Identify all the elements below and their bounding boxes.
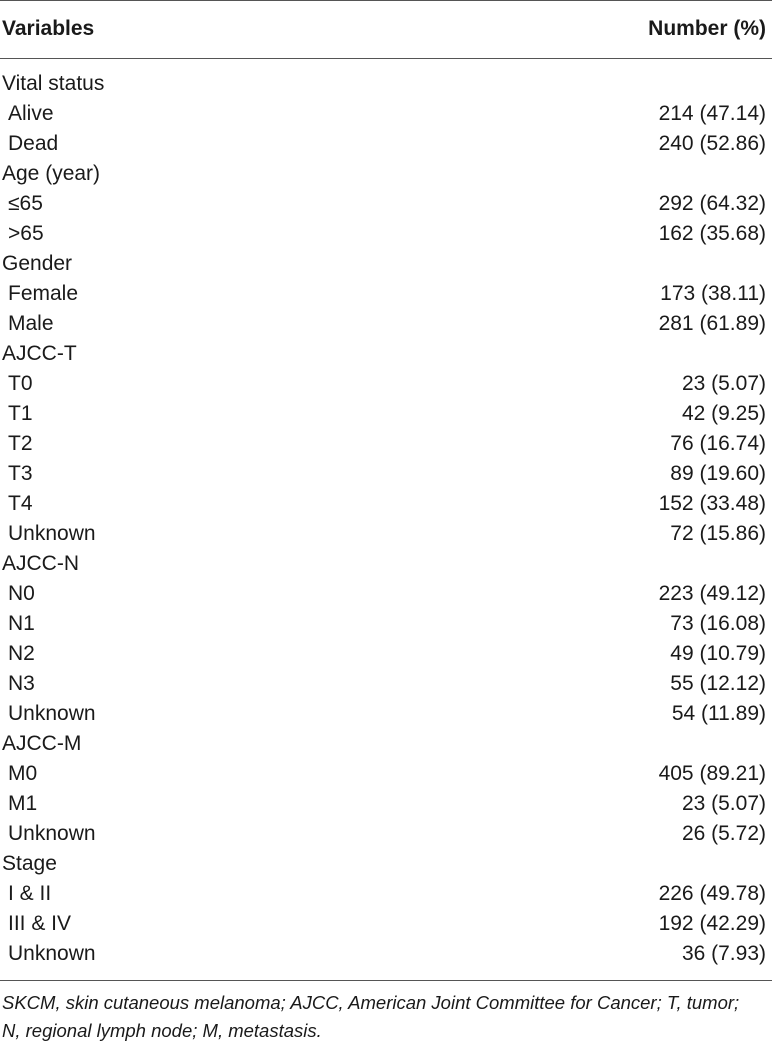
row-value: 214 (47.14) — [658, 102, 766, 125]
row-label: N3 — [8, 672, 35, 695]
table-category-row — [0, 849, 772, 879]
row-label: Unknown — [8, 702, 96, 725]
row-label: ≤65 — [8, 192, 43, 215]
table-header-rule — [0, 58, 772, 59]
row-label: Dead — [8, 132, 59, 155]
row-value: 54 (11.89) — [671, 702, 766, 725]
row-label: Female — [8, 282, 79, 305]
table-row — [0, 129, 772, 159]
table-row — [0, 189, 772, 219]
row-value: 152 (33.48) — [658, 492, 766, 515]
row-label: T0 — [8, 372, 33, 395]
row-label: AJCC-N — [2, 552, 79, 575]
row-label: M1 — [8, 792, 38, 815]
row-value: 292 (64.32) — [658, 192, 766, 215]
row-label: I & II — [8, 882, 52, 905]
row-value: 49 (10.79) — [670, 642, 766, 665]
table-category-row — [0, 159, 772, 189]
table-row — [0, 369, 772, 399]
table-footnote: SKCM, skin cutaneous melanoma; AJCC, American Joint Committee for Cancer; T, tumor; N, regional lymph node; M, metastasis. — [2, 992, 740, 1041]
row-value: 42 (9.25) — [681, 402, 766, 425]
row-value: 162 (35.68) — [658, 222, 766, 245]
table-category-row — [0, 249, 772, 279]
row-value: 76 (16.74) — [670, 432, 766, 455]
row-value: 72 (15.86) — [670, 522, 766, 545]
row-value: 223 (49.12) — [658, 582, 766, 605]
table-row — [0, 309, 772, 339]
row-label: T3 — [8, 462, 33, 485]
table-row — [0, 399, 772, 429]
row-label: M0 — [8, 762, 38, 785]
table-row — [0, 279, 772, 309]
row-value: 240 (52.86) — [658, 132, 766, 155]
row-label: Alive — [8, 102, 54, 125]
header-number-percent: Number (%) — [648, 17, 766, 40]
table-category-row — [0, 69, 772, 99]
table-row — [0, 489, 772, 519]
row-label: AJCC-T — [2, 342, 77, 365]
table-row — [0, 639, 772, 669]
header-variables: Variables — [2, 17, 95, 40]
table-row — [0, 759, 772, 789]
row-value: 226 (49.78) — [658, 882, 766, 905]
row-value: 192 (42.29) — [658, 912, 766, 935]
row-value: 55 (12.12) — [670, 672, 766, 695]
row-label: >65 — [8, 222, 44, 245]
row-value: 73 (16.08) — [670, 612, 766, 635]
table-bottom-rule — [0, 980, 772, 981]
table-row — [0, 519, 772, 549]
row-label: T1 — [8, 402, 33, 425]
table-category-row — [0, 549, 772, 579]
row-label: Unknown — [8, 522, 96, 545]
table-body — [0, 69, 772, 969]
table-row — [0, 909, 772, 939]
row-label: Male — [8, 312, 54, 335]
table-row — [0, 879, 772, 909]
table-row — [0, 939, 772, 969]
row-value: 281 (61.89) — [658, 312, 766, 335]
row-label: AJCC-M — [2, 732, 82, 755]
row-label: Unknown — [8, 822, 96, 845]
row-label: Age (year) — [2, 162, 101, 185]
table-header-row — [0, 0, 772, 58]
table-row — [0, 699, 772, 729]
row-label: Gender — [2, 252, 73, 275]
table-category-row — [0, 729, 772, 759]
table-row — [0, 819, 772, 849]
row-value: 23 (5.07) — [681, 372, 766, 395]
row-label: N1 — [8, 612, 35, 635]
table-row — [0, 99, 772, 129]
table-row — [0, 609, 772, 639]
row-label: III & IV — [8, 912, 72, 935]
row-label: Unknown — [8, 942, 96, 965]
table-row — [0, 429, 772, 459]
row-label: T2 — [8, 432, 33, 455]
table-row — [0, 219, 772, 249]
row-label: N2 — [8, 642, 35, 665]
table-row — [0, 669, 772, 699]
table-row — [0, 459, 772, 489]
row-value: 26 (5.72) — [681, 822, 766, 845]
row-value: 173 (38.11) — [660, 282, 766, 305]
table-category-row — [0, 339, 772, 369]
row-value: 36 (7.93) — [681, 942, 766, 965]
row-value: 23 (5.07) — [681, 792, 766, 815]
table-row — [0, 789, 772, 819]
row-label: Vital status — [2, 72, 105, 95]
row-label: Stage — [2, 852, 57, 875]
table-row — [0, 579, 772, 609]
row-label: T4 — [8, 492, 33, 515]
row-value: 405 (89.21) — [658, 762, 766, 785]
row-value: 89 (19.60) — [670, 462, 766, 485]
row-label: N0 — [8, 582, 35, 605]
